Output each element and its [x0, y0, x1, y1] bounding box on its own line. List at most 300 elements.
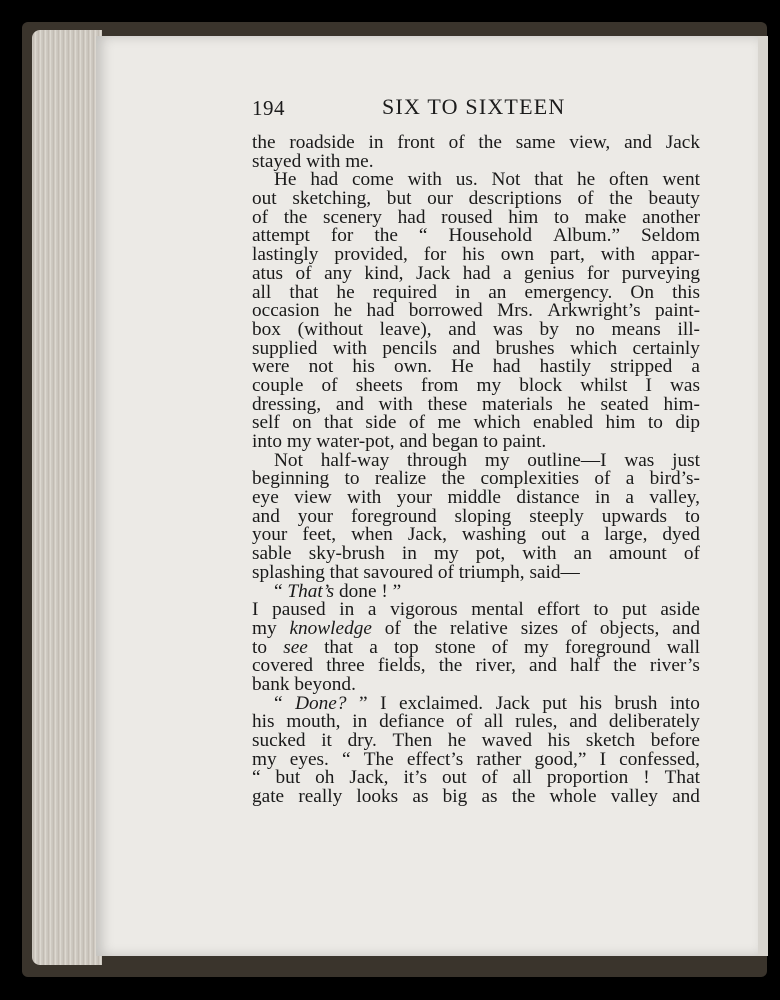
word: Album.”: [553, 225, 621, 247]
word: roused: [441, 206, 493, 228]
word: the: [413, 617, 438, 639]
word: genius: [524, 262, 575, 284]
word: for: [330, 225, 354, 247]
word: before: [650, 730, 700, 751]
word: vigorous: [390, 599, 458, 621]
word: That: [664, 767, 700, 789]
word: “: [342, 748, 351, 770]
word: He: [274, 169, 297, 191]
word: I: [252, 599, 259, 621]
word: upwards: [601, 505, 668, 527]
word: a: [580, 524, 590, 546]
page-number: 194: [252, 96, 285, 120]
word: the: [511, 786, 536, 808]
word: on: [292, 412, 312, 434]
word: his: [462, 244, 485, 266]
word: as: [412, 786, 429, 808]
word: provided,: [334, 244, 408, 266]
word: descriptions: [468, 188, 562, 210]
word: and: [624, 132, 652, 153]
word: a: [369, 636, 378, 658]
word: distance: [516, 487, 580, 509]
word: of: [448, 132, 465, 153]
word: purveying: [621, 262, 700, 284]
word: that: [324, 636, 353, 658]
word: of: [571, 617, 588, 639]
word: (without: [297, 318, 363, 340]
word: pot,: [475, 543, 506, 565]
word: was: [492, 318, 523, 340]
word: dyed: [662, 524, 700, 546]
word: proportion: [546, 767, 629, 789]
word: outline—I: [527, 449, 607, 471]
word: same: [515, 132, 556, 153]
word: with: [306, 150, 346, 172]
word: just: [672, 449, 700, 471]
word: the: [252, 132, 276, 153]
word: stone: [434, 636, 476, 658]
text-line: [252, 374, 700, 396]
word: knowledge: [289, 617, 372, 639]
word: feet,: [302, 524, 337, 546]
word: On: [630, 281, 654, 303]
word: valley,: [649, 487, 700, 509]
word: whilst: [580, 374, 628, 396]
word: Mrs.: [497, 300, 533, 322]
word: it: [321, 730, 332, 751]
word: into: [252, 431, 287, 452]
word: kind,: [364, 262, 404, 284]
word: it’s: [403, 767, 428, 789]
word: when: [351, 524, 393, 546]
word: his: [579, 692, 603, 714]
text-line: [252, 190, 700, 209]
word: to: [553, 206, 569, 228]
word: went: [662, 169, 700, 191]
word: scenery: [323, 206, 382, 228]
word: bird’s-: [649, 468, 700, 490]
page-edges: [32, 30, 102, 965]
word: ”: [359, 692, 368, 714]
word: “: [252, 767, 261, 789]
word: of: [295, 262, 312, 284]
word: and: [448, 318, 477, 340]
word: and: [529, 655, 557, 677]
word: borrowed: [408, 300, 483, 322]
word: and: [569, 711, 598, 733]
word: wall: [666, 636, 700, 658]
word: an: [573, 543, 592, 565]
word: had: [462, 262, 491, 284]
word: top: [393, 636, 419, 658]
word: side: [365, 412, 397, 434]
word: the: [478, 132, 502, 153]
word: beginning: [252, 468, 330, 490]
text-line: [252, 318, 700, 340]
word: he: [336, 281, 355, 303]
word: his: [547, 730, 571, 751]
word: couple: [252, 374, 304, 396]
word: brushes: [495, 337, 555, 359]
word: sloping: [454, 505, 512, 527]
word: valley: [610, 786, 658, 808]
word: in: [339, 599, 355, 621]
word: him: [605, 412, 636, 434]
word: foreground: [350, 505, 437, 527]
word: of: [481, 767, 498, 789]
word: supplied: [252, 337, 318, 359]
word: Jack,: [349, 767, 389, 789]
word: my: [433, 543, 459, 565]
word: !: [381, 580, 393, 602]
word: he: [333, 300, 353, 322]
word: of: [577, 188, 594, 210]
word: the: [374, 225, 398, 247]
word: own: [500, 244, 534, 266]
word: dip: [675, 412, 700, 434]
word: enabled: [533, 412, 593, 434]
word: of: [408, 412, 425, 434]
word: the: [609, 188, 633, 210]
word: realize: [374, 468, 427, 490]
word: with: [332, 337, 368, 359]
word: view: [294, 487, 332, 509]
word: of: [252, 206, 269, 228]
word: the: [613, 655, 637, 677]
word: not: [308, 356, 334, 378]
word: dry.: [347, 730, 377, 751]
word: out: [442, 767, 467, 789]
word: !: [643, 767, 650, 789]
word: my: [252, 617, 277, 639]
word: and: [252, 505, 280, 527]
word: stayed: [252, 150, 307, 172]
word: rather: [476, 748, 522, 770]
word: beyond.: [294, 673, 356, 695]
text-line: [252, 673, 700, 695]
word: any: [324, 262, 352, 284]
word: middle: [447, 487, 501, 509]
word: put: [542, 692, 567, 714]
word: all: [484, 711, 504, 733]
word: in: [455, 281, 471, 303]
word: sketch: [585, 730, 636, 751]
word: “: [274, 580, 288, 602]
word: him: [508, 206, 539, 228]
word: Jack: [415, 262, 451, 284]
word: confessed,: [619, 748, 700, 770]
word: big: [442, 786, 468, 808]
word: into: [669, 692, 700, 714]
text-line: [252, 561, 700, 583]
word: of: [456, 711, 473, 733]
word: to: [593, 599, 609, 621]
word: sheets: [355, 374, 403, 396]
word: Then: [392, 730, 433, 751]
word: roadside: [289, 132, 355, 153]
word: this: [672, 281, 700, 303]
page-header: [252, 96, 702, 124]
word: attempt: [252, 225, 310, 247]
word: a: [691, 356, 700, 378]
word: his: [352, 356, 375, 378]
word: my: [524, 636, 549, 658]
word: whole: [549, 786, 597, 808]
text-line: [252, 134, 700, 153]
word: emergency.: [524, 281, 613, 303]
word: an: [488, 281, 507, 303]
word: put: [622, 599, 647, 621]
word: my: [252, 748, 277, 770]
word: stripped: [610, 356, 673, 378]
word: he: [567, 393, 586, 415]
word: all: [512, 767, 532, 789]
word: and: [335, 393, 364, 415]
word: with: [347, 487, 382, 509]
word: looks: [356, 786, 399, 808]
word: in: [352, 711, 368, 733]
word: relative: [450, 617, 508, 639]
word: make: [584, 206, 627, 228]
word: that: [534, 169, 564, 191]
word: a: [625, 487, 634, 509]
word: to: [482, 431, 503, 452]
word: and: [399, 431, 433, 452]
word: part,: [550, 244, 585, 266]
word: of: [437, 561, 459, 583]
word: were: [252, 356, 290, 378]
word: that: [329, 561, 364, 583]
word: done: [339, 580, 382, 602]
word: Not: [491, 169, 521, 191]
word: sizes: [520, 617, 559, 639]
word: but: [386, 188, 412, 210]
word: savoured: [363, 561, 438, 583]
word: Jack: [495, 692, 530, 714]
word: that: [324, 412, 353, 434]
word: which: [569, 337, 618, 359]
word: and: [672, 617, 700, 639]
word: occasion: [252, 300, 320, 322]
word: a: [367, 599, 377, 621]
text-line: [252, 489, 700, 508]
word: waved: [481, 730, 532, 751]
word: your: [396, 487, 433, 509]
word: of: [384, 617, 401, 639]
word: come: [351, 169, 394, 191]
word: atus: [252, 262, 284, 284]
word: river’s: [649, 655, 700, 677]
text-line: [252, 732, 700, 751]
word: him-: [663, 393, 700, 415]
word: in: [401, 543, 417, 565]
word: in: [368, 132, 384, 153]
word: bank: [252, 673, 295, 695]
word: all: [252, 281, 272, 303]
word: had: [366, 300, 395, 322]
word: block: [519, 374, 563, 396]
page-right-edge: [758, 36, 768, 956]
word: sketching,: [292, 188, 372, 210]
word: means: [611, 318, 661, 340]
word: me.: [345, 150, 374, 172]
word: box: [252, 318, 281, 340]
word: my: [476, 374, 502, 396]
word: and: [672, 786, 700, 808]
word: Household: [448, 225, 533, 247]
word: half-way: [320, 449, 390, 471]
word: objects,: [599, 617, 660, 639]
word: washing: [461, 524, 527, 546]
word: your: [252, 524, 288, 546]
word: often: [609, 169, 649, 191]
word: mental: [471, 599, 524, 621]
word: with: [522, 543, 557, 565]
text-line: [252, 788, 700, 807]
word: with: [407, 169, 442, 191]
word: covered: [252, 655, 314, 677]
word: That’s: [287, 580, 340, 602]
word: hastily: [539, 356, 592, 378]
word: out: [541, 524, 566, 546]
word: to: [684, 505, 700, 527]
word: required: [372, 281, 437, 303]
word: good,”: [534, 748, 587, 770]
word: leave),: [379, 318, 432, 340]
word: had: [397, 206, 426, 228]
word: for: [423, 244, 447, 266]
word: ill-: [677, 318, 700, 340]
word: eye: [252, 487, 279, 509]
word: three: [326, 655, 365, 677]
word: the: [283, 206, 308, 228]
word: I: [380, 692, 387, 714]
word: see: [283, 636, 308, 658]
word: his: [252, 711, 275, 733]
word: oh: [315, 767, 335, 789]
word: exclaimed.: [399, 692, 484, 714]
word: “: [418, 225, 428, 247]
word: had: [310, 169, 339, 191]
word: aside: [660, 599, 700, 621]
word: triumph,: [458, 561, 530, 583]
word: that: [289, 281, 319, 303]
word: I: [599, 748, 606, 770]
word: I: [645, 374, 652, 396]
word: water-pot,: [316, 431, 400, 452]
word: ”: [392, 580, 402, 602]
word: with: [600, 244, 636, 266]
word: of: [683, 543, 700, 565]
body-text: [252, 134, 700, 807]
word: effect’s: [406, 748, 464, 770]
word: brush: [614, 692, 658, 714]
word: steeply: [529, 505, 584, 527]
word: own.: [393, 356, 432, 378]
text-line: [252, 246, 700, 265]
word: eyes.: [289, 748, 329, 770]
word: lastingly: [252, 244, 319, 266]
word: sable: [252, 543, 292, 565]
word: and: [452, 337, 481, 359]
text-line: [252, 545, 700, 564]
word: by: [539, 318, 559, 340]
text-line: [252, 617, 700, 639]
word: amount: [608, 543, 667, 565]
word: of: [321, 374, 338, 396]
word: to: [647, 412, 663, 434]
word: my: [484, 449, 510, 471]
word: began: [432, 431, 483, 452]
word: mouth,: [286, 711, 341, 733]
word: front: [397, 132, 435, 153]
word: the: [438, 655, 463, 677]
word: Seldom: [641, 225, 700, 247]
word: Done?: [295, 692, 347, 714]
word: the: [441, 468, 466, 490]
word: He: [451, 356, 474, 378]
word: foreground: [564, 636, 651, 658]
word: Jack: [665, 132, 700, 153]
word: another: [642, 206, 700, 228]
word: pencils: [382, 337, 438, 359]
word: materials: [482, 393, 553, 415]
word: large,: [604, 524, 648, 546]
word: said—: [529, 561, 580, 583]
word: deliberately: [608, 711, 700, 733]
word: certainly: [632, 337, 700, 359]
word: he: [447, 730, 466, 751]
word: me: [437, 412, 461, 434]
running-head: SIX TO SIXTEEN: [382, 94, 566, 119]
word: splashing: [252, 561, 330, 583]
word: your: [297, 505, 334, 527]
word: a: [625, 468, 635, 490]
word: “: [274, 692, 283, 714]
word: us.: [455, 169, 478, 191]
word: of: [491, 636, 508, 658]
word: Jack,: [407, 524, 447, 546]
word: as: [481, 786, 498, 808]
word: had: [492, 356, 521, 378]
word: fields,: [377, 655, 426, 677]
word: to: [344, 468, 360, 490]
word: really: [298, 786, 343, 808]
word: Arkwright’s: [547, 300, 641, 322]
word: view,: [569, 132, 611, 153]
word: out: [252, 188, 277, 210]
word: through: [407, 449, 468, 471]
word: rules,: [515, 711, 558, 733]
word: for: [586, 262, 610, 284]
word: my: [286, 431, 317, 452]
word: these: [427, 393, 468, 415]
word: gate: [252, 786, 285, 808]
word: seated: [600, 393, 649, 415]
word: was: [670, 374, 700, 396]
word: sucked: [252, 730, 306, 751]
word: river,: [475, 655, 516, 677]
word: in: [594, 487, 610, 509]
text-line: [252, 358, 700, 377]
word: a: [503, 262, 512, 284]
word: he: [576, 169, 596, 191]
word: complexities: [480, 468, 579, 490]
word: beauty: [648, 188, 700, 210]
word: but: [275, 767, 301, 789]
word: of: [594, 468, 611, 490]
word: to: [252, 636, 267, 658]
